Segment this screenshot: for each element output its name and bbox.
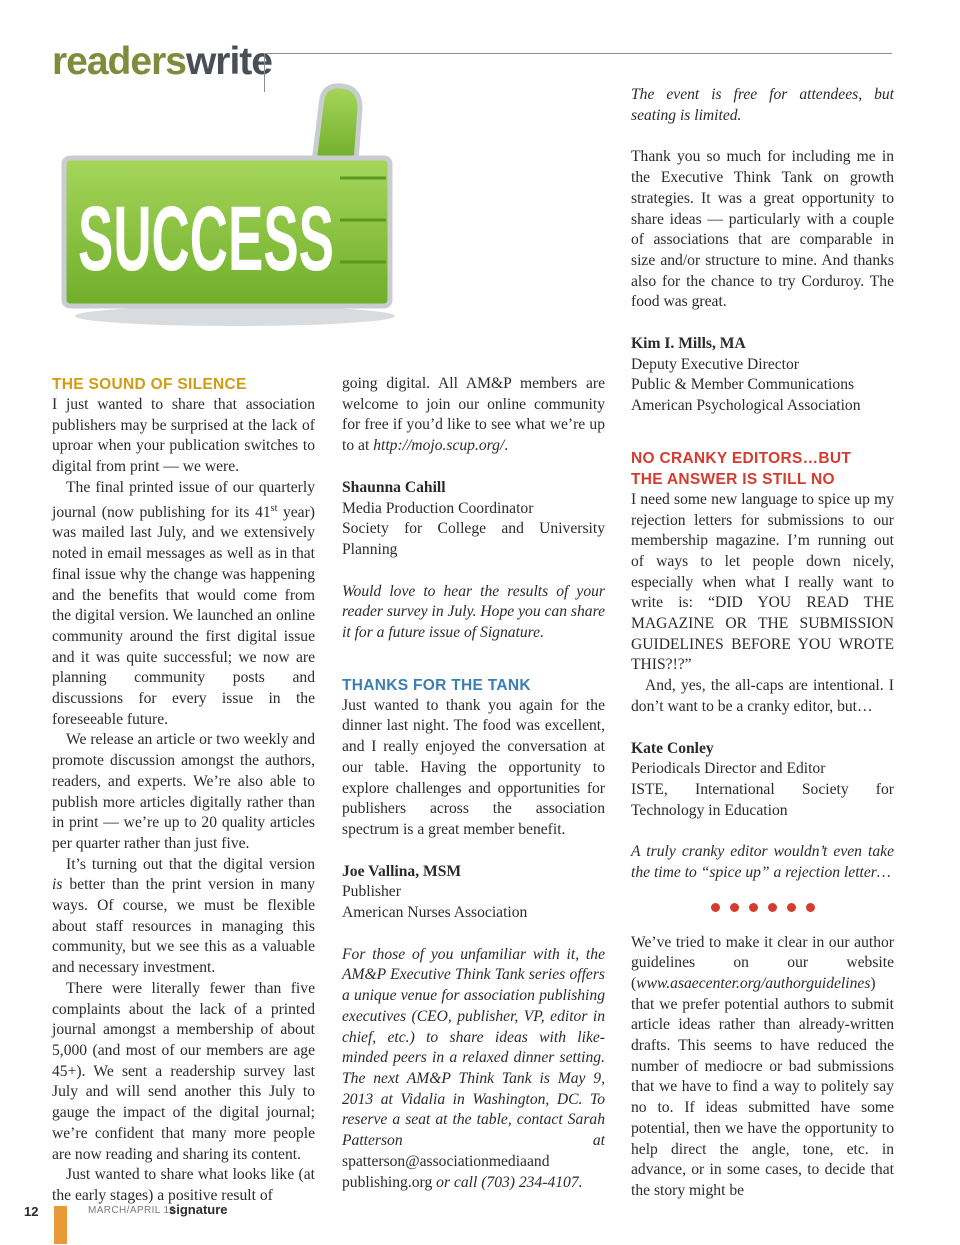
spacer: [342, 841, 605, 862]
community-url[interactable]: http://mojo.scup.org/: [373, 437, 505, 455]
magazine-name: signature: [169, 1202, 228, 1217]
p4-text-a: It’s turning out that the digital version: [66, 855, 315, 873]
spacer: [342, 457, 605, 478]
letter-1-paragraph-3: We release an article or two weekly and promote discussion amongst the authors, readers, and experts. We’re also able to publish more articles digitally rather than in print — we’re up to 20 quality articles per quarter rather than just five.: [52, 731, 315, 852]
spacer: [631, 417, 894, 448]
p4-text-b: better than the print version in many ways. Of course, we must be flexible about staff resources in managing this community, but we see this as a valuable and necessary investment.: [52, 876, 315, 977]
editor-reply-1: Would love to hear the results of your reader survey in July. Hope you can share it for a future issue of Signature.: [342, 582, 605, 642]
letter-1-paragraph-1: I just wanted to share that association publishers may be surprised at the lack of uproar when your publication switches to digital from print — we were.: [52, 396, 315, 476]
letter-1-continued: [342, 374, 605, 457]
letter-1-paragraph-6: Just wanted to share what looks like (at the early stages) a positive result of: [52, 1166, 315, 1204]
heading-sound-of-silence: THE SOUND OF SILENCE: [52, 376, 247, 393]
signature-title-mills: Deputy Executive Director: [631, 355, 799, 373]
signature-name-conley: Kate Conley: [631, 739, 714, 757]
divider-dot: [730, 903, 739, 912]
reply2-text-b: or call (703) 234-4107.: [432, 1173, 583, 1191]
masthead-word-write: write: [185, 40, 272, 83]
column-2: [342, 374, 605, 1193]
signature-name-mills: Kim I. Mills, MA: [631, 335, 746, 353]
column-3: [631, 85, 894, 1202]
thumb-shape: [314, 86, 360, 162]
section-divider-dots: [631, 898, 894, 919]
hero-shadow: [75, 306, 395, 326]
spacer: [342, 924, 605, 945]
author-guidelines-url[interactable]: www.asaecenter.org/authorguidelines: [636, 974, 871, 992]
p2-superscript: st: [270, 502, 278, 514]
heading-no-cranky-editors-line-1: NO CRANKY EDITORS…BUT: [631, 449, 852, 467]
letter-4-paragraph-1: I need some new language to spice up my rejection letters for submissions to our membership magazine. I’m running out of ways to let people down nicely, especially when what I really want to write is: “DID YOU READ THE MAGAZINE OR THE SUBMISSION GUIDELINES BEFORE YOU WROTE THIS?!?”: [631, 490, 894, 674]
spacer: [342, 644, 605, 675]
contact-email[interactable]: spatterson@associationmediaand publishing.org: [342, 1152, 550, 1191]
p2-text-a: The final printed issue of our quarterly journal (now publishing for its 41: [52, 478, 315, 521]
continued-text-b: .: [504, 437, 509, 455]
continued-text-a: going digital. All AM&P members are welcome to join our online community for free if you’d like to see what we’re up to at: [342, 375, 605, 455]
masthead-rule-horizontal: [264, 53, 892, 54]
signature-title-cahill: Media Production Coordinator: [342, 499, 534, 517]
response-text-a: We’ve tried to make it clear in our author guidelines on our website (: [631, 933, 894, 992]
editor-reply-3: A truly cranky editor wouldn’t even take the time to “spice up” a rejection letter…: [631, 843, 894, 882]
signature-name-cahill: Shaunna Cahill: [342, 478, 446, 496]
p2-text-b: year) was mailed last July, and we extensively noted in email messages as well as in that final issue why the change was happening and the benefits that would come from the digital version. We launched an online community around the first digital issue and it was quite successful; we now are planning community posts and discussions for every issue in the foreseeable future.: [52, 503, 315, 728]
issue-date: MARCH/APRIL 13: [88, 1205, 176, 1216]
signature-org-conley: ISTE, International Society for Technology in Education: [631, 780, 894, 819]
page-footer: [0, 1198, 960, 1228]
spacer: [342, 561, 605, 582]
footer-accent-bar: [54, 1206, 67, 1244]
masthead-word-readers: readers: [52, 40, 186, 83]
spacer: [631, 126, 894, 147]
reply2-text-a: For those of you unfamiliar with it, the AM&P Executive Think Tank series offers a unique venue for association publishing executives (CEO, publisher, VP, editor in chief, etc.) to share ideas with like-minded peers in a relaxed dinner setting. The next AM&P Think Tank is May 9, 2013 at Vidalia in Washington, DC. To reserve a seat at the table, contact Sarah Patterson at: [342, 945, 605, 1150]
divider-dot: [749, 903, 758, 912]
letter-1-paragraph-4: [52, 855, 315, 979]
signature-org-cahill: Society for College and University Planning: [342, 520, 605, 558]
signature-name-vallina: Joe Vallina, MSM: [342, 862, 462, 880]
success-thumbs-up-graphic: [60, 78, 400, 338]
signature-org-vallina: American Nurses Association: [342, 904, 528, 922]
spacer: [631, 313, 894, 334]
response-text-b: ) that we prefer potential authors to submit article ideas rather than already-written drafts. This seems to have reduced the number of mediocre or bad submissions that we have to find a way to politely say no to. If ideas submitted have some potential, then we have the opportunity to help direct the angle, tone, etc. in advance, or in some cases, to decide that the story might be: [631, 974, 894, 1199]
editor-reply-2: [342, 945, 605, 1193]
divider-dot: [711, 903, 720, 912]
letter-1-paragraph-5: There were literally fewer than five complaints about the lack of a printed journal amongst a membership of about 5,000 (and most of our members are age 45+). We sent a readership survey last July and will send another this July to gauge the impact of the digital journal; we’re confident that many more people are now reading and sharing its content.: [52, 979, 315, 1163]
p4-emphasis: is: [52, 876, 63, 894]
signature-dept-mills: Public & Member Communications: [631, 376, 855, 394]
divider-dot: [768, 903, 777, 912]
editor-reply-2-continued: The event is free for attendees, but seating is limited.: [631, 86, 894, 124]
column-1: [52, 374, 315, 1207]
signature-title-conley: Periodicals Director and Editor: [631, 760, 826, 778]
heading-thanks-for-the-tank: THANKS FOR THE TANK: [342, 676, 531, 694]
signature-title-vallina: Publisher: [342, 883, 401, 901]
letter-1-paragraph-2: [52, 478, 315, 731]
letter-4-paragraph-2: And, yes, the all-caps are intentional. I don’t want to be a cranky editor, but…: [631, 677, 894, 715]
spacer: [631, 718, 894, 739]
letter-2-paragraph: Just wanted to thank you again for the dinner last night. The food was excellent, and I really enjoyed the conversation at our table. Having the opportunity to explore challenges and opportunities for publishers across the association spectrum is a great member benefit.: [342, 696, 605, 838]
editor-response-paragraph: [631, 933, 894, 1202]
success-label: SUCCESS: [78, 188, 334, 290]
page-number: 12: [24, 1204, 39, 1219]
letter-3-paragraph: Thank you so much for including me in the Executive Think Tank on growth strategies. It was a great opportunity to share ideas — particularly with a couple of associations that are comparable in size and/or structure to mine. And thanks also for the chance to try Corduroy. The food was great.: [631, 148, 894, 311]
signature-org-mills: American Psychological Association: [631, 397, 861, 415]
divider-dot: [806, 903, 815, 912]
spacer: [631, 821, 894, 842]
divider-dot: [787, 903, 796, 912]
heading-no-cranky-editors-line-2: THE ANSWER IS STILL NO: [631, 470, 835, 488]
